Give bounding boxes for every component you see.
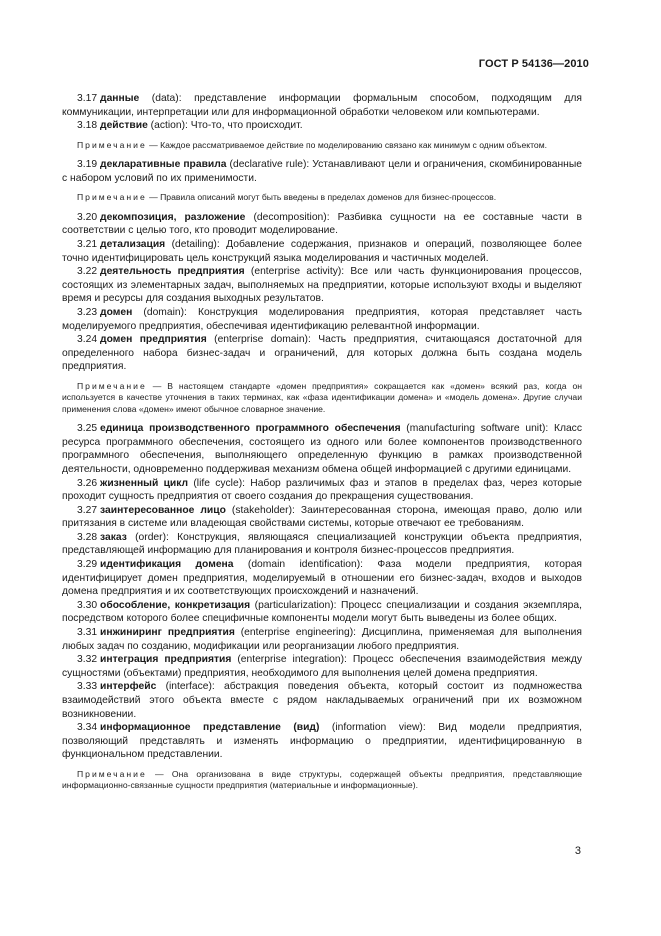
definition-entry [62, 477, 582, 504]
note-paragraph [62, 192, 582, 203]
entry-definition: (order): Конструкция, являющаяся специализацией конструкции объекта предприятия, представляющей информацию для планирования и контроля бизнес-процессов предприятия. [62, 531, 582, 557]
entry-number: 3.18 [77, 120, 98, 132]
entry-term: жизненный цикл [100, 477, 189, 489]
entry-number: 3.24 [77, 334, 98, 346]
entry-term: инжиниринг предприятия [100, 627, 235, 639]
entry-definition: (manufacturing software unit): Класс ресурса программного обеспечения, состоящего из одного или более компонентов производственного программного обеспечения, выполняющего определенную функцию в рамках производственной деятельности, одновременно поддерживая механизм обмена общей информацией с другими единицами. [62, 423, 582, 475]
note-paragraph [62, 140, 582, 151]
entry-definition: (declarative rule): Устанавливают цели и ограничения, скомбинированные с набором условий по их применимости. [62, 159, 583, 184]
entry-term: информационное представление (вид) [100, 722, 320, 734]
note-label: Примечание [77, 380, 147, 391]
entry-definition: (interface): абстракция поведения объекта, который состоит из подмножества взаимодействий этого объекта вместе с рядом накладываемых ограничений при их возможном возникновении. [62, 681, 582, 720]
entry-number: 3.25 [77, 423, 98, 435]
entry-definition: (domain): Конструкция моделирования предприятия, которая представляет часть моделируемого предприятия, обеспечивая идентификацию релевантной информации. [62, 306, 582, 332]
definition-entry [62, 599, 582, 626]
entry-definition: (particularization): Процесс специализации и создания экземпляра, посредством которого более специфичные компоненты модели могут быть выведены из более общих. [62, 599, 582, 625]
entry-term: домен предприятия [100, 334, 207, 346]
entry-term: обособление, конкретизация [100, 599, 251, 611]
entry-definition: (data): представление информации формальным способом, подходящим для коммуникации, интерпретации или для информационной обработки человеком или компьютерами. [62, 93, 582, 118]
definition-entry [62, 721, 582, 762]
entry-number: 3.23 [77, 306, 98, 318]
entry-term: данные [100, 93, 140, 104]
entry-term: заказ [100, 531, 127, 543]
entry-term: действие [100, 120, 148, 132]
entry-number: 3.34 [77, 722, 98, 734]
entry-number: 3.21 [77, 238, 98, 250]
definition-entry [62, 333, 582, 374]
entry-term: единица производственного программного обеспечения [100, 423, 401, 435]
entry-term: интеграция предприятия [100, 654, 232, 666]
definition-entry [62, 119, 582, 133]
entry-term: идентификация домена [100, 559, 234, 571]
entry-definition: (enterprise integration): Процесс обеспечения взаимодействия между сущностями (объектами) предприятия, необходимого для выполнения целей домена предприятия. [62, 654, 583, 679]
entry-number: 3.20 [77, 211, 98, 223]
definition-entry [62, 626, 582, 653]
entry-number: 3.31 [77, 627, 98, 639]
entry-term: деятельность предприятия [100, 266, 245, 278]
entry-number: 3.29 [77, 559, 98, 571]
definition-entry [62, 504, 582, 531]
definition-entry [62, 422, 582, 476]
definitions-body [62, 92, 582, 799]
definition-entry [62, 653, 582, 680]
definition-entry [62, 265, 582, 306]
entry-number: 3.33 [77, 681, 98, 693]
definition-entry [62, 238, 582, 265]
entry-definition: (information view): Вид модели предприятия, позволяющий представлять и изменять информацию о предприятии, идентифицированную в функциональном представлении. [62, 722, 583, 761]
definition-entry [62, 211, 582, 238]
entry-definition: (domain identification): Фаза модели предприятия, которая идентифицирует домен предприятия, моделируемый в отношении его бизнес-задач, входов и выходов домена предприятия и их соответствующих происхождений и назначений. [62, 559, 582, 598]
entry-number: 3.19 [77, 159, 98, 171]
definition-entry [62, 558, 582, 599]
entry-definition: (decomposition): Разбивка сущности на ее составные части в соответствии с целью того, кто проводит моделирование. [62, 211, 582, 237]
definition-entry [62, 306, 582, 333]
note-paragraph [62, 769, 582, 792]
document-code-header: ГОСТ Р 54136—2010 [478, 58, 589, 70]
entry-definition: (stakeholder): Заинтересованная сторона, имеющая право, долю или притязания в системе или владеющая свойствами системы, которые отвечают ее требованиям. [62, 504, 583, 530]
entry-number: 3.27 [77, 504, 98, 516]
entry-number: 3.22 [77, 266, 98, 278]
note-label: Примечание [77, 768, 147, 779]
definition-entry [62, 92, 582, 119]
note-text: — Правила описаний могут быть введены в пределах доменов для бизнес-процессов. [146, 192, 497, 203]
note-label: Примечание [77, 139, 147, 150]
note-label: Примечание [77, 192, 147, 203]
entry-term: декларативные правила [100, 159, 227, 171]
entry-definition: (detailing): Добавление содержания, признаков и операций, позволяющее более точно идентифицировать цель конструкций языка моделирования и частичных моделей. [62, 238, 582, 264]
entry-term: интерфейс [100, 681, 157, 693]
entry-definition: (enterprise engineering): Дисциплина, применяемая для выполнения любых задач по созданию, модификации или реорганизации любого предприятия. [62, 627, 583, 652]
note-text: — Каждое рассматриваемое действие по моделированию связано как минимум с одним объектом. [146, 139, 548, 150]
entry-term: домен [100, 306, 133, 318]
definition-entry [62, 531, 582, 558]
note-text: — Она организована в виде структуры, содержащей объекты предприятия, представляющие информационно-связанные сущности предприятия (материальные и информационные). [62, 768, 582, 791]
page-number: 3 [574, 845, 581, 857]
entry-definition: (enterprise activity): Все или часть функционирования процессов, состоящих из элементарных задач, выполняемых на предприятии, которые используют входы и выделяют время и ресурсы для создания выходных результатов. [62, 266, 582, 305]
note-text: — В настоящем стандарте «домен предприятия» сокращается как «домен» всякий раз, когда он используется в качестве уточнения в таких терминах, как «фаза идентификации домена» и «модель домена». Другие случаи применения слова «домен» имеют обычное словарное значение. [62, 380, 582, 414]
entry-number: 3.26 [77, 477, 98, 489]
entry-term: декомпозиция, разложение [100, 211, 246, 223]
entry-term: заинтересованное лицо [100, 504, 226, 516]
entry-definition: (action): Что-то, что происходит. [147, 120, 303, 132]
entry-definition: (enterprise domain): Часть предприятия, считающаяся достаточной для определенного набора бизнес-задач и ограничений, для которых должна быть создана модель предприятия. [62, 334, 582, 373]
entry-number: 3.30 [77, 599, 98, 611]
note-paragraph [62, 381, 582, 415]
entry-number: 3.32 [77, 654, 98, 666]
entry-definition: (life cycle): Набор различимых фаз и этапов в пределах фаз, через которые проходит сущность предприятия от своего создания до прекращения существования. [62, 477, 582, 503]
entry-number: 3.28 [77, 531, 98, 543]
definition-entry [62, 158, 582, 185]
entry-term: детализация [100, 238, 166, 250]
entry-number: 3.17 [77, 93, 98, 104]
definition-entry [62, 680, 582, 721]
